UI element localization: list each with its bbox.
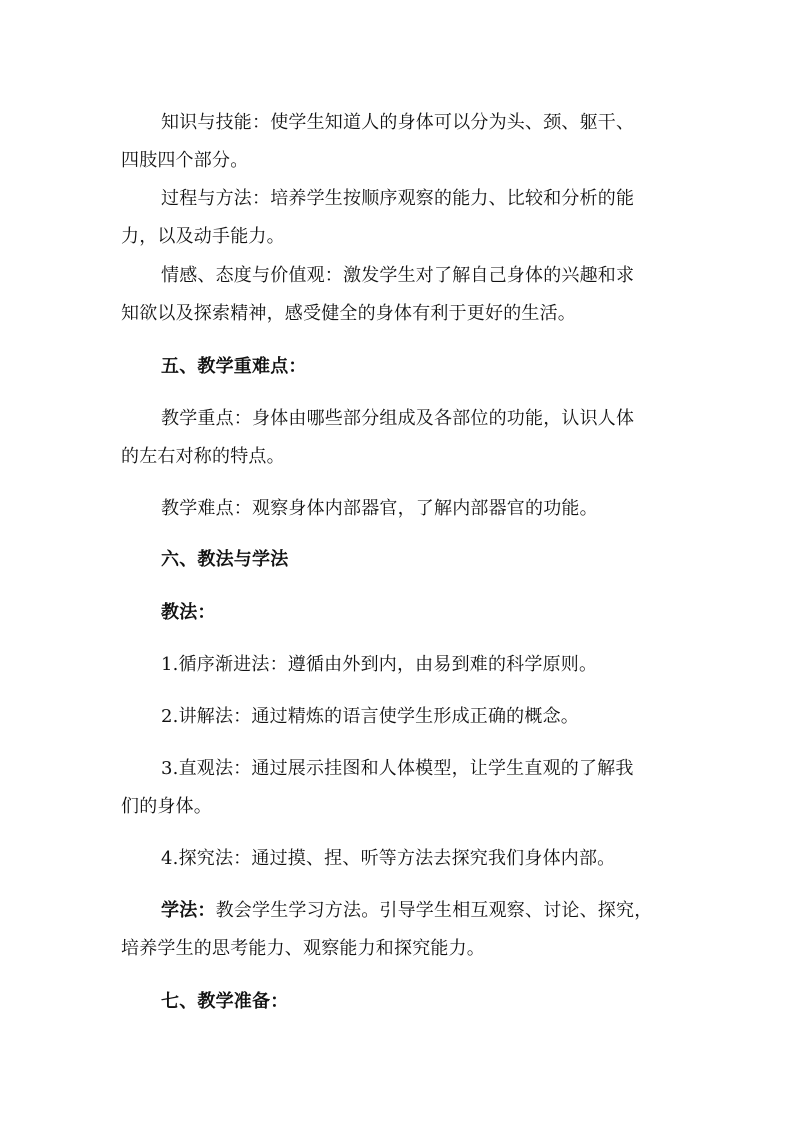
goal-emotion-line1: 情感、态度与价值观：激发学生对了解自己身体的兴趣和求 (161, 265, 635, 286)
section5-heading: 五、教学重难点： (161, 356, 307, 377)
section6-heading: 六、教法与学法 (161, 549, 289, 570)
goal-process-line2: 力，以及动手能力。 (121, 226, 285, 247)
section7-heading: 七、教学准备： (161, 991, 289, 1012)
learning-method-line2: 培养学生的思考能力、观察能力和探究能力。 (121, 938, 485, 959)
key-point-line2: 的左右对称的特点。 (121, 446, 285, 467)
learning-method-text: 教会学生学习方法。引导学生相互观察、讨论、探究， (215, 900, 653, 921)
goal-process-line1: 过程与方法：培养学生按顺序观察的能力、比较和分析的能 (161, 188, 635, 209)
method-2: 2.讲解法：通过精炼的语言使学生形成正确的概念。 (161, 706, 579, 727)
key-point-line1: 教学重点：身体由哪些部分组成及各部位的功能，认识人体 (161, 408, 635, 429)
goal-knowledge-line1: 知识与技能：使学生知道人的身体可以分为头、颈、躯干、 (161, 112, 635, 133)
goal-emotion-line2: 知欲以及探索精神，感受健全的身体有利于更好的生活。 (121, 303, 576, 324)
learning-method-label: 学法： (161, 900, 216, 921)
method-3-line2: 们的身体。 (121, 796, 212, 817)
goal-knowledge-line2: 四肢四个部分。 (121, 150, 249, 171)
method-4: 4.探究法：通过摸、捏、听等方法去探究我们身体内部。 (161, 848, 616, 869)
method-1: 1.循序渐进法：遵循由外到内，由易到难的科学原则。 (161, 654, 598, 675)
method-3-line1: 3.直观法：通过展示挂图和人体模型，让学生直观的了解我 (161, 758, 634, 779)
learning-method-line1 (161, 899, 652, 923)
teaching-method-heading: 教法： (161, 602, 216, 623)
difficult-point: 教学难点：观察身体内部器官，了解内部器官的功能。 (161, 498, 598, 519)
